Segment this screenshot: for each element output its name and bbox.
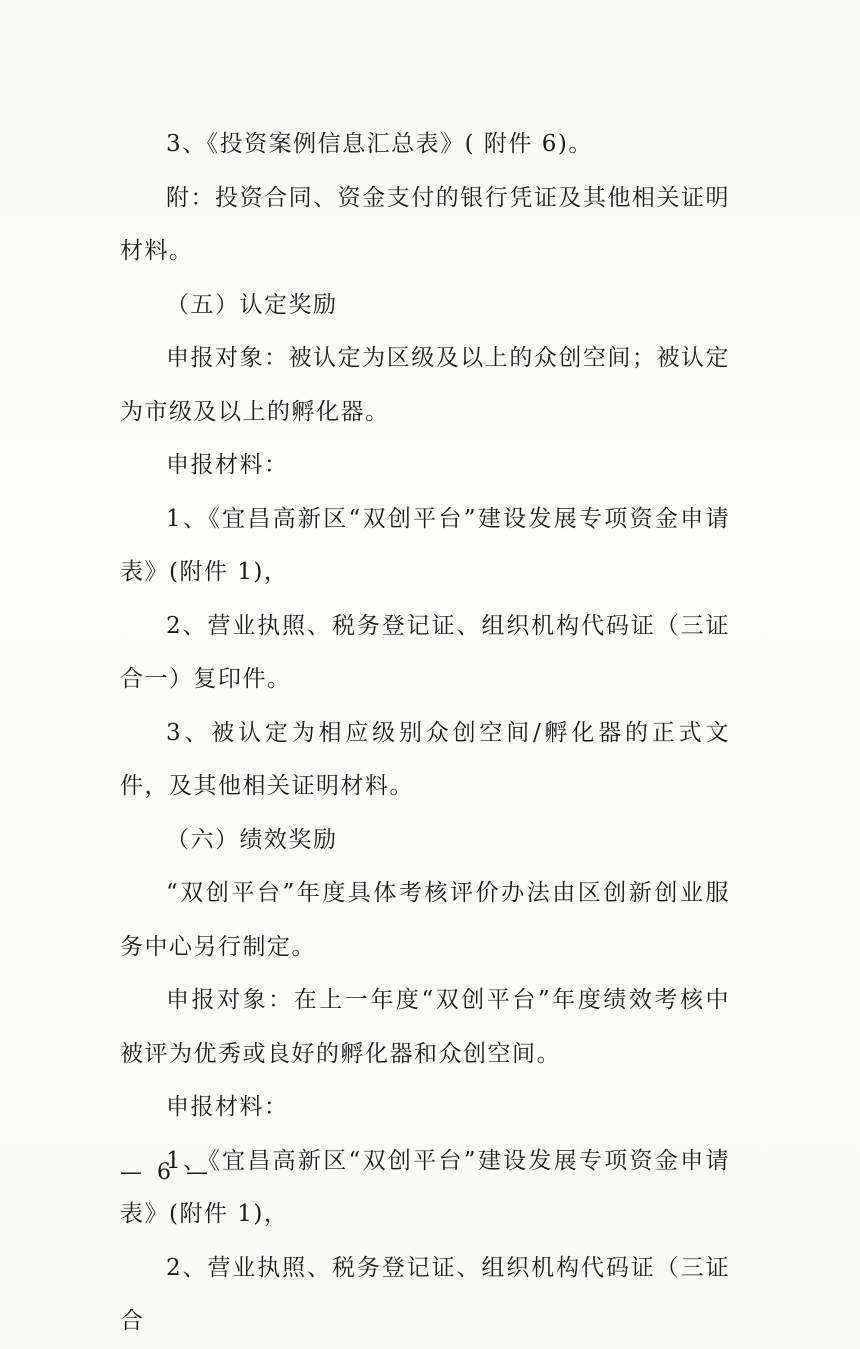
paragraph-materials-label: 申报材料：: [166, 452, 289, 478]
paragraph-applicants-performance: 申报对象：在上一年度“双创平台”年度绩效考核中被评为优秀或良好的孵化器和众创空间。: [120, 987, 730, 1067]
paragraph-item-3-case-summary: 3、《投资案例信息汇总表》( 附件 6)。: [166, 131, 593, 157]
paragraph-materials-label-2: 申报材料：: [166, 1094, 289, 1120]
paragraph-item-1-application-form-2: 1、《宜昌高新区“双创平台”建设发展专项资金申请表》(附件 1)，: [120, 1147, 730, 1227]
section-heading-recognition-award: （五）认定奖励: [166, 291, 338, 318]
paragraph-evaluation-method: “双创平台”年度具体考核评价办法由区创新创业服务中心另行制定。: [120, 880, 730, 960]
page-number: — 6 —: [120, 1160, 212, 1185]
paragraph-attachment-note: 附：投资合同、资金支付的银行凭证及其他相关证明材料。: [120, 184, 730, 264]
section-heading-performance-award: （六）绩效奖励: [166, 826, 338, 853]
paragraph-item-3-official-document: 3、被认定为相应级别众创空间/孵化器的正式文件，及其他相关证明材料。: [120, 719, 730, 799]
paragraph-applicants-recognition: 申报对象：被认定为区级及以上的众创空间；被认定为市级及以上的孵化器。: [120, 345, 730, 425]
paragraph-item-1-application-form: 1、《宜昌高新区“双创平台”建设发展专项资金申请表》(附件 1)，: [120, 505, 730, 585]
paragraph-item-2-business-license: 2、营业执照、税务登记证、组织机构代码证（三证合一）复印件。: [120, 612, 730, 692]
paragraph-item-2-business-license-2: 2、营业执照、税务登记证、组织机构代码证（三证合: [120, 1254, 730, 1334]
